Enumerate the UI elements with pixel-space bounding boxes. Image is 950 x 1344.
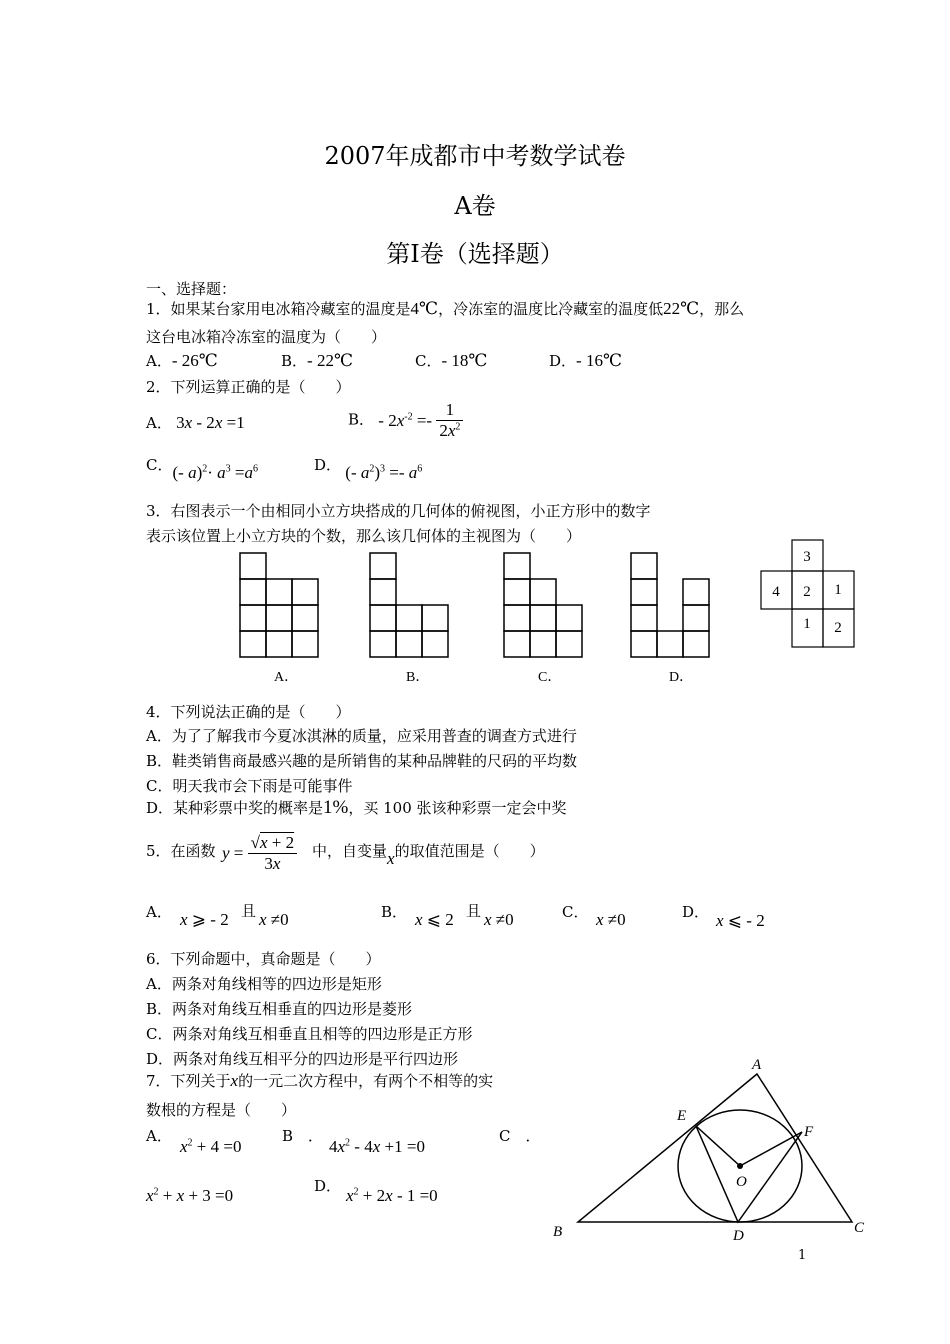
q4-option-c: C．明天我市会下雨是可能事件 bbox=[146, 777, 353, 795]
center-point bbox=[737, 1163, 743, 1169]
q4-stem: 4．下列说法正确的是（ ） bbox=[146, 703, 351, 721]
q3-front-view-c bbox=[504, 553, 582, 657]
q1-option-a: A．- 26℃ bbox=[146, 351, 218, 370]
top-view-cell: 2 bbox=[834, 620, 842, 636]
q6-stem: 6．下列命题中，真命题是（ ） bbox=[146, 950, 381, 968]
label-f: F bbox=[804, 1124, 814, 1140]
q7-option-a: $x^2 + 4 =0$ bbox=[180, 1137, 242, 1156]
label-a: A bbox=[752, 1057, 762, 1073]
exam-title: 2007年成都市中考数学试卷 bbox=[324, 142, 626, 170]
top-view-cell: 1 bbox=[803, 616, 811, 632]
q5-function: y = $\frac{√x + 2}{3x}$ bbox=[222, 833, 297, 874]
triangle-abc bbox=[578, 1074, 852, 1222]
top-view-cell: 2 bbox=[803, 584, 811, 600]
q5-option-a-label: A． bbox=[146, 903, 172, 921]
q5-stem: 5．在函数 bbox=[146, 842, 216, 860]
q1-stem-line2: 这台电冰箱冷冻室的温度为（ ） bbox=[146, 328, 387, 346]
volume-title: A卷 bbox=[454, 192, 496, 220]
q7-option-d-label: D． bbox=[314, 1177, 342, 1195]
q2-option-a: A． 3x - 2x =1 bbox=[146, 413, 245, 432]
q5-option-d-label: D． bbox=[682, 903, 710, 921]
part-title: 第Ⅰ卷（选择题） bbox=[386, 240, 564, 268]
q5-and-a: 且 bbox=[241, 902, 257, 920]
q3-front-view-a bbox=[240, 553, 318, 657]
label-c: C bbox=[854, 1220, 865, 1236]
q1-stem-line1: 1．如果某台家用电冰箱冷藏室的温度是4℃，冷冻室的温度比冷藏室的温度低22℃，那么 bbox=[146, 299, 745, 318]
q3-stem-line2: 表示该位置上小立方块的个数，那么该几何体的主视图为（ ） bbox=[146, 527, 582, 545]
q5-option-c-label: C． bbox=[562, 903, 589, 921]
q5-option-b-cond: x ≠0 bbox=[484, 910, 514, 929]
q5-and-b: 且 bbox=[466, 902, 482, 920]
q1-option-d: D．- 16℃ bbox=[549, 351, 622, 370]
q7-option-b: $4x^2 - 4x +1 =0$ bbox=[329, 1137, 425, 1156]
q3-label-d: D． bbox=[669, 670, 694, 685]
q4-option-b: B．鞋类销售商最感兴趣的是所销售的某种品牌鞋的尺码的平均数 bbox=[146, 752, 578, 770]
q5-option-d: x ⩽ - 2 bbox=[716, 911, 765, 930]
q6-option-d: D．两条对角线互相平分的四边形是平行四边形 bbox=[146, 1050, 459, 1068]
q7-option-b-label: B ． bbox=[282, 1127, 324, 1145]
label-d: D bbox=[733, 1228, 744, 1244]
q6-option-c: C．两条对角线互相垂直且相等的四边形是正方形 bbox=[146, 1025, 473, 1043]
triangle-incircle-figure bbox=[540, 1050, 880, 1250]
label-e: E bbox=[677, 1108, 687, 1124]
q7-option-c: $x^2 + x + 3 =0$ bbox=[146, 1186, 234, 1205]
top-view-cell: 4 bbox=[772, 584, 780, 600]
q2-option-b: B． - $2x^{-2}$ =- $\frac{1}{2x^2}$ bbox=[348, 400, 463, 441]
top-view-cell: 1 bbox=[834, 582, 842, 598]
q5-option-b: x ⩽ 2 bbox=[415, 910, 454, 929]
q5-option-a: x ⩾ - 2 bbox=[180, 910, 229, 929]
radii-oe-of bbox=[696, 1126, 802, 1166]
top-view-cell: 3 bbox=[803, 549, 811, 565]
q5-option-c: x ≠0 bbox=[596, 910, 626, 929]
q3-stem-line1: 3．右图表示一个由相同小立方块搭成的几何体的俯视图，小正方形中的数字 bbox=[146, 502, 651, 520]
q6-option-b: B．两条对角线互相垂直的四边形是菱形 bbox=[146, 1000, 413, 1018]
q7-stem-line1: 7．下列关于x的一元二次方程中，有两个不相等的实 bbox=[146, 1071, 494, 1090]
q7-stem-line2: 数根的方程是（ ） bbox=[146, 1101, 297, 1119]
q3-front-view-b bbox=[370, 553, 448, 657]
q5-stem-rest: 中，自变量x的取值范围是（ ） bbox=[312, 842, 545, 868]
q3-label-a: A． bbox=[274, 670, 299, 685]
q3-front-view-d bbox=[631, 553, 709, 657]
q5-option-b-label: B． bbox=[381, 903, 408, 921]
q2-option-c: C．(- $a)^2\cdot a^3 =a^6$ bbox=[146, 456, 258, 482]
q7-option-c-label: C ． bbox=[499, 1127, 541, 1145]
q2-option-d: D． (- $a^2)^3 =- a^6$ bbox=[314, 456, 423, 482]
q7-option-d: $x^2 + 2x - 1 =0$ bbox=[346, 1186, 438, 1205]
q4-option-a: A．为了了解我市今夏冰淇淋的质量，应采用普查的调查方式进行 bbox=[146, 727, 577, 745]
q1-option-b: B．- 22℃ bbox=[281, 351, 353, 370]
label-b: B bbox=[553, 1224, 563, 1240]
section-heading: 一、选择题： bbox=[146, 280, 237, 298]
q4-option-d: D．某种彩票中奖的概率是1%，买 100 张该种彩票一定会中奖 bbox=[146, 797, 567, 818]
q1-option-c: C．- 18℃ bbox=[415, 351, 488, 370]
q3-label-c: C． bbox=[538, 670, 562, 685]
q5-option-a-cond: x ≠0 bbox=[259, 910, 289, 929]
q6-option-a: A．两条对角线相等的四边形是矩形 bbox=[146, 975, 382, 993]
q3-label-b: B． bbox=[406, 670, 430, 685]
page-number: 1 bbox=[798, 1248, 807, 1263]
q2-stem: 2．下列运算正确的是（ ） bbox=[146, 378, 351, 396]
q7-option-a-label: A． bbox=[146, 1127, 172, 1145]
label-o: O bbox=[736, 1174, 747, 1190]
